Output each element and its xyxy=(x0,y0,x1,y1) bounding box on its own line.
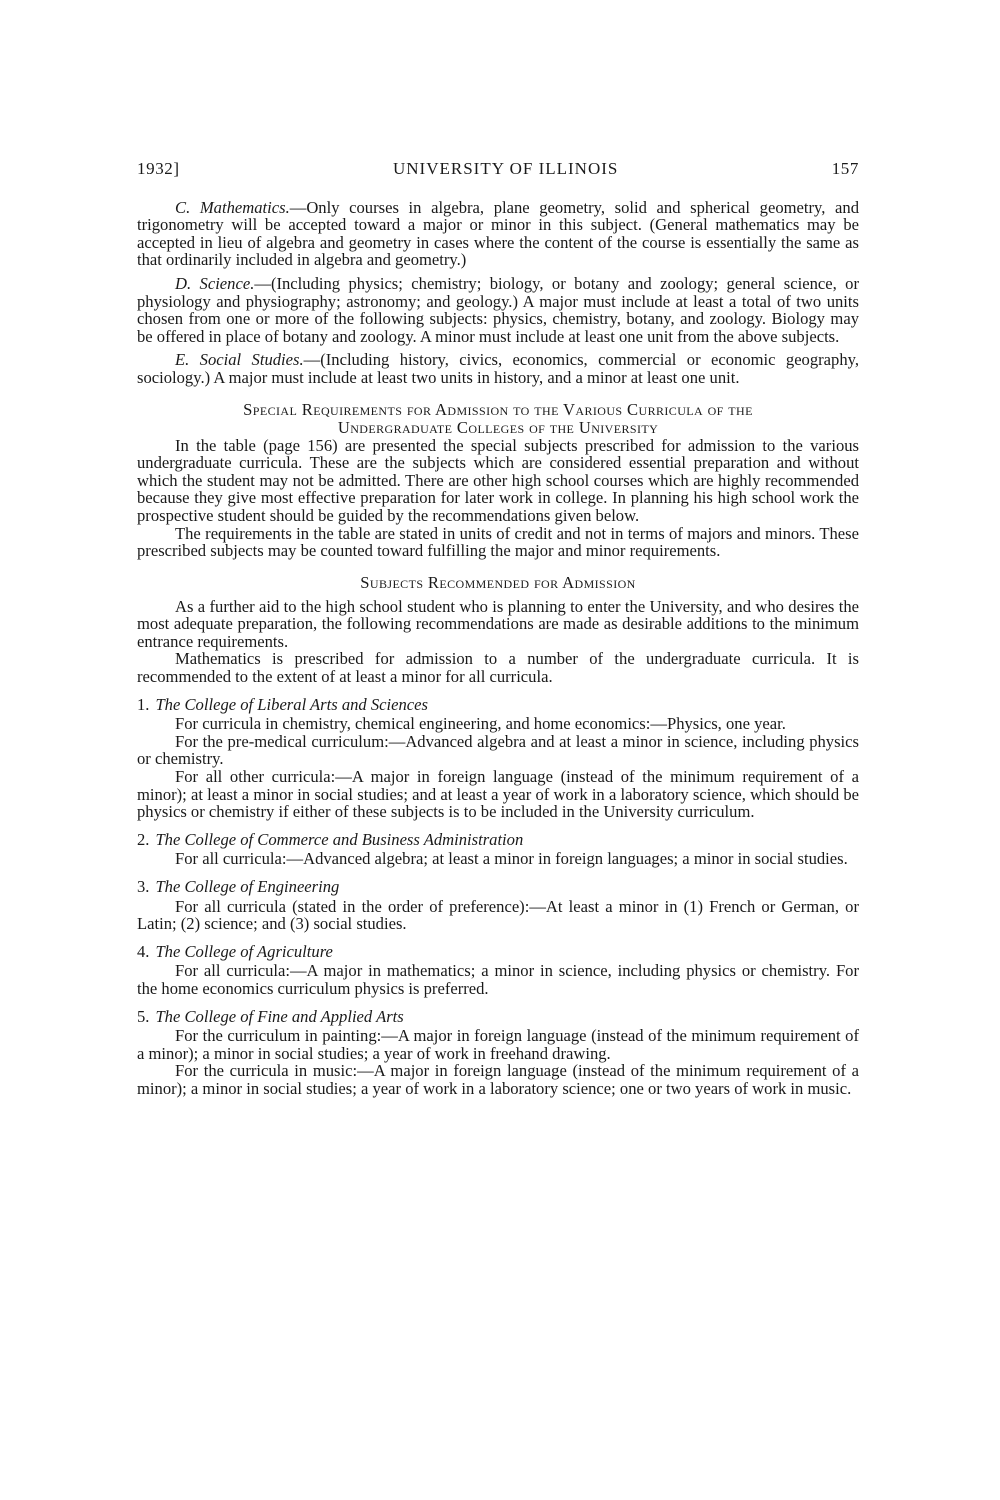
running-head xyxy=(137,160,859,178)
science-text: —(Including physics; chemistry; biology, or botany and zoology; general science, or physiology and physiography; astronomy; and geology.) A major must include at least a total of two units chosen from one or more of the following subjects: physics, chemistry, botany, and zoology. Biology may be offered in place of botany and zoology. A minor must include at least one unit from the above subjects. xyxy=(137,273,859,346)
college-paragraph: For the curricula in music:—A major in foreign language (instead of the minimum requirement of a minor); a minor in social studies; a year of work in a laboratory science; one or two years of work in music. xyxy=(137,1061,859,1098)
college-heading-commerce xyxy=(137,831,859,849)
college-name: The College of Engineering xyxy=(155,877,340,896)
science-label: D. Science. xyxy=(175,273,255,293)
social-studies-label: E. Social Studies. xyxy=(175,350,304,370)
social-studies-paragraph xyxy=(137,351,859,386)
college-paragraph: For curricula in chemistry, chemical engineering, and home economics:—Physics, one year. xyxy=(175,714,786,734)
special-requirements-paragraph: In the table (page 156) are presented the special subjects prescribed for admission to the various undergraduate curricula. These are the subjects which are considered essential preparation and without which the student may not be admitted. There are other high school courses which are highly recommended because they give most effective preparation for later work in college. In planning his high school work the prospective student should be guided by the recommendations given below. xyxy=(137,435,859,525)
college-number: 4. xyxy=(137,941,150,961)
document-page xyxy=(137,160,859,1098)
page-number: 157 xyxy=(831,159,859,178)
college-name: The College of Fine and Applied Arts xyxy=(155,1006,404,1026)
special-requirements-heading-line2: Undergraduate Colleges of the University xyxy=(337,417,659,437)
college-heading-engineering xyxy=(137,878,859,896)
college-name: The College of Agriculture xyxy=(155,941,333,961)
mathematics-paragraph xyxy=(137,199,859,269)
college-paragraph: For all curricula (stated in the order of preference):—At least a minor in (1) French or German, or Latin; (2) science; and (3) social studies. xyxy=(137,896,859,934)
recommended-paragraph: Mathematics is prescribed for admission to a number of the undergraduate curricula. It is recommended to the extent of at least a minor for all curricula. xyxy=(137,649,859,687)
college-number: 5. xyxy=(137,1006,150,1026)
college-paragraph: For the pre-medical curriculum:—Advanced algebra and at least a minor in science, including physics or chemistry. xyxy=(137,731,859,769)
social-studies-text: —(Including history, civics, economics, commercial or economic geography, sociology.) A major must include at least two units in history, and a minor at least one unit. xyxy=(137,350,860,387)
college-heading-agriculture xyxy=(137,943,859,961)
college-number: 1. xyxy=(137,694,150,714)
college-number: 3. xyxy=(137,877,150,896)
special-requirements-heading xyxy=(137,401,859,437)
recommended-heading: Subjects Recommended for Admission xyxy=(360,572,636,592)
college-paragraph: For all curricula:—Advanced algebra; at least a minor in foreign languages; a minor in social studies. xyxy=(175,849,848,869)
running-head-title: UNIVERSITY OF ILLINOIS xyxy=(393,159,619,178)
college-name: The College of Commerce and Business Administration xyxy=(155,829,524,849)
running-head-year: 1932] xyxy=(137,159,180,178)
recommended-paragraph: As a further aid to the high school student who is planning to enter the University, and who desires the most adequate preparation, the following recommendations are made as desirable additions to the minimum entrance requirements. xyxy=(137,596,859,651)
special-requirements-heading-line1: Special Requirements for Admission to the Various Curricula of the xyxy=(243,399,753,419)
college-number: 2. xyxy=(137,829,150,849)
college-heading-liberal-arts xyxy=(137,696,859,714)
college-paragraph: For all curricula:—A major in mathematics; a minor in science, including physics or chemistry. For the home economics curriculum physics is preferred. xyxy=(137,961,859,998)
mathematics-label: C. Mathematics. xyxy=(175,197,290,217)
special-requirements-paragraph: The requirements in the table are stated in units of credit and not in terms of majors and minors. These prescribed subjects may be counted toward fulfilling the major and minor requirements. xyxy=(137,523,859,561)
college-paragraph: For all other curricula:—A major in foreign language (instead of the minimum requirement of a minor); at least a minor in social studies; and at least a year of work in a laboratory science, which should be physics or chemistry if either of these subjects is to be included in the University curriculum. xyxy=(137,767,859,822)
college-paragraph: For the curriculum in painting:—A major in foreign language (instead of the minimum requirement of a minor); a minor in social studies; a year of work in freehand drawing. xyxy=(137,1026,859,1063)
science-paragraph xyxy=(137,275,859,345)
mathematics-text: —Only courses in algebra, plane geometry, solid and spherical geometry, and trigonometry will be accepted toward a major or minor in this subject. (General mathematics may be accepted in lieu of algebra and geometry in cases where the content of the course is essentially the same as that ordinarily included in algebra and geometry.) xyxy=(137,197,859,270)
college-name: The College of Liberal Arts and Sciences xyxy=(155,694,428,714)
college-heading-fine-arts xyxy=(137,1008,859,1026)
